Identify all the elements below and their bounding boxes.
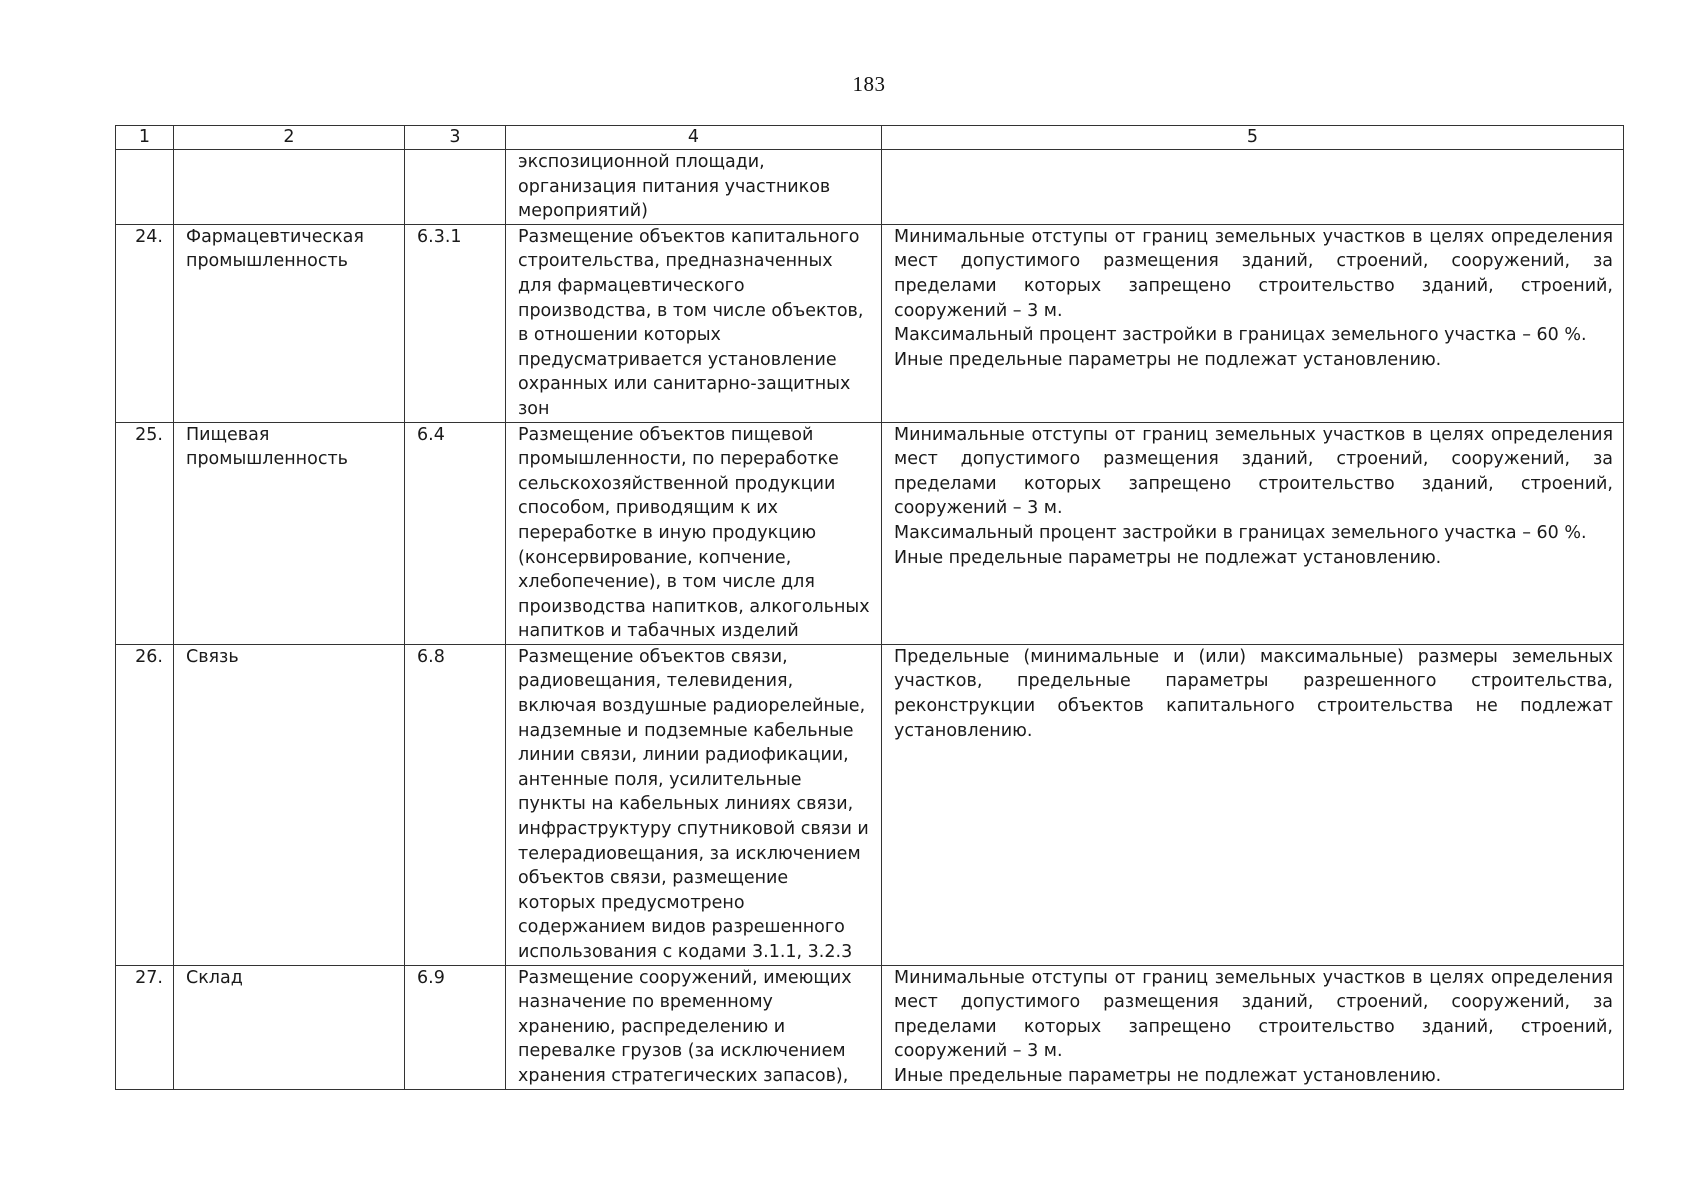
parameter-paragraph: Минимальные отступы от границ земельных участков в целях определения мест допустимого размещения зданий, строений, сооружений, за пределами которых запрещено строительство зданий, строений, сооружений – 3 м. [894, 967, 1613, 1062]
description-line: Размещение сооружений, имеющих [518, 967, 852, 988]
limit-parameters [882, 965, 1624, 1089]
description-line: мероприятий) [518, 201, 649, 222]
table-row [116, 965, 1624, 1089]
limit-parameters [882, 644, 1624, 965]
use-type-name [174, 965, 405, 1089]
description-line: включая воздушные радиорелейные, [518, 696, 866, 717]
use-type-code: 6.8 [405, 644, 506, 965]
description-line: экспозиционной площади, [518, 152, 765, 172]
row-number: 26. [116, 644, 174, 965]
description-line: строительства, предназначенных [518, 251, 833, 272]
use-type-name [174, 644, 405, 965]
description-line: Размещение объектов капитального [518, 226, 860, 247]
parameter-paragraph: Максимальный процент застройки в границах земельного участка – 60 %. [894, 325, 1587, 346]
row-number [116, 150, 174, 225]
column-number-header-row [116, 126, 1624, 150]
row-number: 24. [116, 224, 174, 422]
header-col-2: 2 [174, 126, 405, 150]
description-line: напитков и табачных изделий [518, 621, 799, 642]
description-line: телерадиовещания, за исключением [518, 843, 861, 864]
parameter-paragraph: Максимальный процент застройки в границах земельного участка – 60 %. [894, 522, 1587, 543]
row-number: 25. [116, 422, 174, 644]
row-number: 27. [116, 965, 174, 1089]
description-line: зон [518, 398, 550, 419]
parameter-paragraph: Иные предельные параметры не подлежат установлению. [894, 1065, 1442, 1086]
use-type-code: 6.4 [405, 422, 506, 644]
description-line: для фармацевтического [518, 275, 745, 296]
use-type-description [506, 150, 882, 225]
use-type-name [174, 150, 405, 225]
description-line: объектов связи, размещение [518, 868, 789, 889]
description-line: Размещение объектов связи, [518, 646, 788, 667]
use-type-code: 6.3.1 [405, 224, 506, 422]
use-type-name-line: Связь [186, 646, 239, 667]
description-line: организация питания участников [518, 176, 831, 197]
description-line: промышленности, по переработке [518, 449, 839, 470]
description-line: предусматривается установление [518, 349, 837, 370]
use-type-description [506, 422, 882, 644]
description-line: производства, в том числе объектов, [518, 300, 864, 321]
description-line: антенные поля, усилительные [518, 769, 802, 790]
description-line: радиовещания, телевидения, [518, 671, 794, 692]
description-line: линии связи, линии радиофикации, [518, 745, 849, 766]
description-line: Размещение объектов пищевой [518, 424, 814, 445]
land-use-regulations-table [115, 125, 1624, 1090]
description-line: переработке в иную продукцию [518, 522, 817, 543]
description-line: которых предусмотрено [518, 892, 745, 913]
use-type-code: 6.9 [405, 965, 506, 1089]
description-line: (консервирование, копчение, [518, 547, 792, 568]
description-line: хранения стратегических запасов), [518, 1065, 849, 1086]
table-row [116, 644, 1624, 965]
table-row [116, 150, 1624, 225]
header-col-3: 3 [405, 126, 506, 150]
table-body [116, 150, 1624, 1090]
description-line: сельскохозяйственной продукции [518, 473, 836, 494]
table-row [116, 224, 1624, 422]
use-type-name-line: промышленность [186, 251, 348, 272]
use-type-name-line: промышленность [186, 449, 348, 470]
description-line: производства напитков, алкогольных [518, 596, 870, 617]
parameter-paragraph: Минимальные отступы от границ земельных участков в целях определения мест допустимого размещения зданий, строений, сооружений, за пределами которых запрещено строительство зданий, строений, сооружений – 3 м. [894, 424, 1613, 519]
description-line: надземные и подземные кабельные [518, 720, 854, 741]
description-line: пункты на кабельных линиях связи, [518, 794, 854, 815]
use-type-name-line: Склад [186, 967, 243, 988]
parameter-paragraph: Иные предельные параметры не подлежат установлению. [894, 547, 1442, 568]
table-row [116, 422, 1624, 644]
use-type-code [405, 150, 506, 225]
limit-parameters [882, 422, 1624, 644]
limit-parameters [882, 224, 1624, 422]
use-type-name [174, 422, 405, 644]
description-line: перевалке грузов (за исключением [518, 1041, 846, 1062]
description-line: назначение по временному [518, 992, 773, 1013]
parameter-paragraph: Минимальные отступы от границ земельных участков в целях определения мест допустимого размещения зданий, строений, сооружений, за пределами которых запрещено строительство зданий, строений, сооружений – 3 м. [894, 226, 1613, 321]
use-type-name-line: Фармацевтическая [186, 226, 364, 247]
use-type-description [506, 644, 882, 965]
header-col-5: 5 [882, 126, 1624, 150]
use-type-description [506, 965, 882, 1089]
description-line: способом, приводящим к их [518, 498, 778, 519]
header-col-1: 1 [116, 126, 174, 150]
header-col-4: 4 [506, 126, 882, 150]
description-line: содержанием видов разрешенного [518, 917, 845, 938]
parameter-paragraph: Предельные (минимальные и (или) максимальные) размеры земельных участков, предельные параметры разрешенного строительства, реконструкции объектов капитального строительства не подлежат установлению. [894, 646, 1613, 741]
use-type-name [174, 224, 405, 422]
parameter-paragraph: Иные предельные параметры не подлежат установлению. [894, 349, 1442, 370]
description-line: хранению, распределению и [518, 1016, 786, 1037]
description-line: хлебопечение), в том числе для [518, 572, 815, 593]
use-type-name-line: Пищевая [186, 424, 270, 445]
limit-parameters [882, 150, 1624, 225]
page-number: 183 [852, 72, 886, 96]
use-type-description [506, 224, 882, 422]
description-line: охранных или санитарно-защитных [518, 374, 851, 395]
description-line: использования с кодами 3.1.1, 3.2.3 [518, 942, 853, 962]
description-line: инфраструктуру спутниковой связи и [518, 819, 869, 840]
description-line: в отношении которых [518, 325, 721, 346]
